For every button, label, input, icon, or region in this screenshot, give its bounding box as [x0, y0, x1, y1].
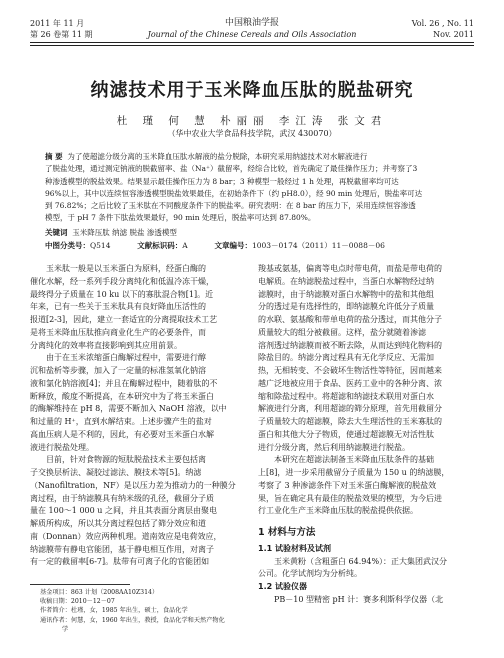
abstract-line: 种渗透模型的脱盐效果。结果显示最佳操作压力为 8 bar；3 种模型一般经过 1 h 处理，再脱截留率均可达	[45, 176, 399, 186]
footnote-author: 作者简介：杜瑾，女，1985 年出生，硕士，食品化学	[40, 607, 188, 615]
footnote	[40, 588, 250, 634]
header-rule-thin	[30, 45, 474, 46]
journal-title-en: Journal of the Chinese Cereals and Oils Association	[147, 30, 357, 39]
header-volume: Vol. 26 , No. 11	[411, 19, 474, 28]
article-id-value: 1003－0174（2011）11－0088－06	[251, 241, 385, 250]
right-column	[258, 263, 474, 607]
footnote-funding: 基金项目：863 计划（2008AA10Z314）	[40, 589, 159, 596]
header-issue: 第 26 卷第 11 期	[30, 30, 93, 39]
left-column	[30, 263, 250, 569]
keywords-label: 关键词	[45, 228, 68, 237]
keywords-line	[45, 227, 459, 239]
paragraph: 目前，针对食物源的短肽脱盐技术主要包括离 子交换层析法、凝胶过滤法、膜技术等[5]。纳滤 （Nanofiltration，NF）是以压力差为推动力的一种膜分 离过程，由于纳滤膜具有纳米级的孔径，截留分子质 量在 100～1 000 u 之间，并且其表面分离层由聚电 解质所构成，所以其分离过程包括了筛分效应和道 南（Donnan）效应两种机理。道南效应是电荷效应， 纳滤膜带有静电官能团，基于静电相互作用，对离子 有一定的截留率[6-7]。肽带有可离子化的官能团如	[30, 455, 236, 567]
journal-title-cn: 中国粮油学报	[224, 18, 279, 28]
header-rule	[30, 42, 474, 43]
paragraph-continued: 羧基或氨基，偏离等电点时带电荷，而盐是带电荷的 电解质。在纳滤脱盐过程中，当蛋白水解物经过纳 滤膜时，由于纳滤膜对蛋白水解物中的盐和其他组 分的透过是有选择性的，即纳滤膜允许低分子质量 的水联、氨基酸和带单电荷的盐分透过，而其他分子 质量较大的组分被截留。这样，盐分就随着渗滤 溶剂透过纳滤膜而被不断去除，从而达到纯化物料的 除盐目的。纳滤分离过程具有无化学反应、无需加 热，无相转变、不会破坏生物活性等特征，因而越来 越广泛地被应用于食品、医药工业中的各种分离、浓 缩和除盐过程中。将超滤和纳滤技术联用对蛋白水 解液进行分离，利用超滤的筛分原理，首先用截留分 子质量较大的超滤膜，除去大生理活性的玉米寡肽的 蛋白和其他大分子物质，使通过超滤膜无对活性肽 进行分级分离，然后利用纳滤膜进行脱盐。	[258, 264, 442, 452]
section-heading: 1 材料与方法	[258, 527, 316, 538]
paragraph: PB－10 型精密 pH 计：赛多利斯科学仪器（北	[274, 594, 444, 604]
paper-title: 纳滤技术用于玉米降血压肽的脱盐研究	[90, 80, 414, 101]
abstract-label: 摘 要	[45, 152, 63, 161]
clc-label: 中图分类号：	[45, 241, 90, 250]
authors: 杜 瑾 何 慧 朴丽丽 李江涛 张文君	[116, 115, 388, 127]
header-date: 2011 年 11 月	[30, 19, 85, 28]
abstract-line: 摘 要 为了使超滤分级分离的玉米降血压肽水解液的盐分脱除，本研究采用纳滤技术对水解液进行	[45, 152, 368, 161]
subsection-heading: 1.1 试验材料及试剂	[258, 543, 331, 553]
doc-code-label: 文献标识码：	[137, 241, 183, 250]
footnote-rule	[30, 584, 130, 585]
header-date-en: Nov. 2011	[433, 30, 474, 39]
subsection-heading: 1.2 试验仪器	[258, 582, 307, 591]
affiliation: （华中农业大学食品科技学院，武汉 430070）	[167, 129, 337, 138]
abstract	[45, 151, 459, 225]
doc-code-value: A	[182, 241, 188, 250]
article-id-label: 文章编号：	[214, 241, 252, 250]
abstract-line: 了脱盐处理，通过测定钠液的脱截留率、盐（Na⁺）截留率，经综合比较，首先确定了最佳操作压力；并考察了3	[45, 164, 418, 174]
clc-value: Q514	[90, 241, 111, 250]
paragraph: 由于在玉米浓缩蛋白酶解过程中，需要进行醇 沉和盐析等步骤，加入了一定量的标准氢氧化钠溶 液和氯化钠溶液[4]；并且在酶解过程中，随着肽的不 断释放，酸度不断提高，在本研究中为了将玉米蛋白 的酶解维持在 pH 8，需要不断加入 NaOH 溶液，以中 和过量的 H⁺，直到水解结束。上述步骤产生的盐对 高血压病人是不利的，因此，有必要对玉米蛋白水解 液进行脱盐处理。	[30, 353, 227, 452]
classification-line	[45, 240, 459, 252]
abstract-line: 模型，于 pH 7 条件下肽盐效果最好，90 min 处理后，脱盐率可达到 87.80%。	[45, 213, 316, 223]
paragraph: 本研究在超滤法制备玉米降血压肽条件的基础 上[8]，进一步采用截留分子质量为 150 u 的纳滤膜， 考察了 3 种渗滤条件下对玉米蛋白酶解液的脱盐效 果，旨在确定具有最佳的脱盐效果的模型，为今后进 行工业化生产玉米降血压肽的脱盐提供依据。	[258, 455, 450, 516]
footnote-corresponding-cont: 学	[62, 625, 69, 633]
paragraph: 玉米黄粉（含粗蛋白 64.94%）：正大集团武汉分 公司。化学试剂均为分析纯。	[258, 556, 448, 579]
paragraph: 玉米肽一般是以玉米蛋白为原料，经蛋白酶的 催化水解，经一系列手段分离纯化和低温冷冻干燥， 最终得分子质量在 10 ku 以下的寡肽混合物[1]。近 年来，已有一些关于玉米肽具有良好降血压活性的 报道[2-3]，因此，建立一套适宜的分离提取技术工艺 是将玉米降血压肽推向商业化生产的必要条件，而 分离纯化的效率将直接影响到其应用前景。	[30, 264, 218, 350]
footnote-received: 收稿日期：2010－12－07	[40, 598, 115, 606]
keywords: 玉米降压肽 纳滤 脱盐 渗透模型	[72, 228, 177, 237]
footnote-corresponding: 通讯作者：何慧，女，1960 年出生，教授，食品化学和天然产物化	[40, 616, 225, 624]
abstract-line: 96%以上，其中以连续恒容渗透模型脱盐效果最佳，在初始条件下（约 pH8.0），经 90 min 处理后，脱盐率可达	[45, 188, 423, 198]
abstract-line: 到 76.82%；之后比较了玉米肽在不同酸度条件下的脱盐率。研究表明：在 8 bar 的压力下，采用连续恒容渗透	[45, 201, 416, 211]
